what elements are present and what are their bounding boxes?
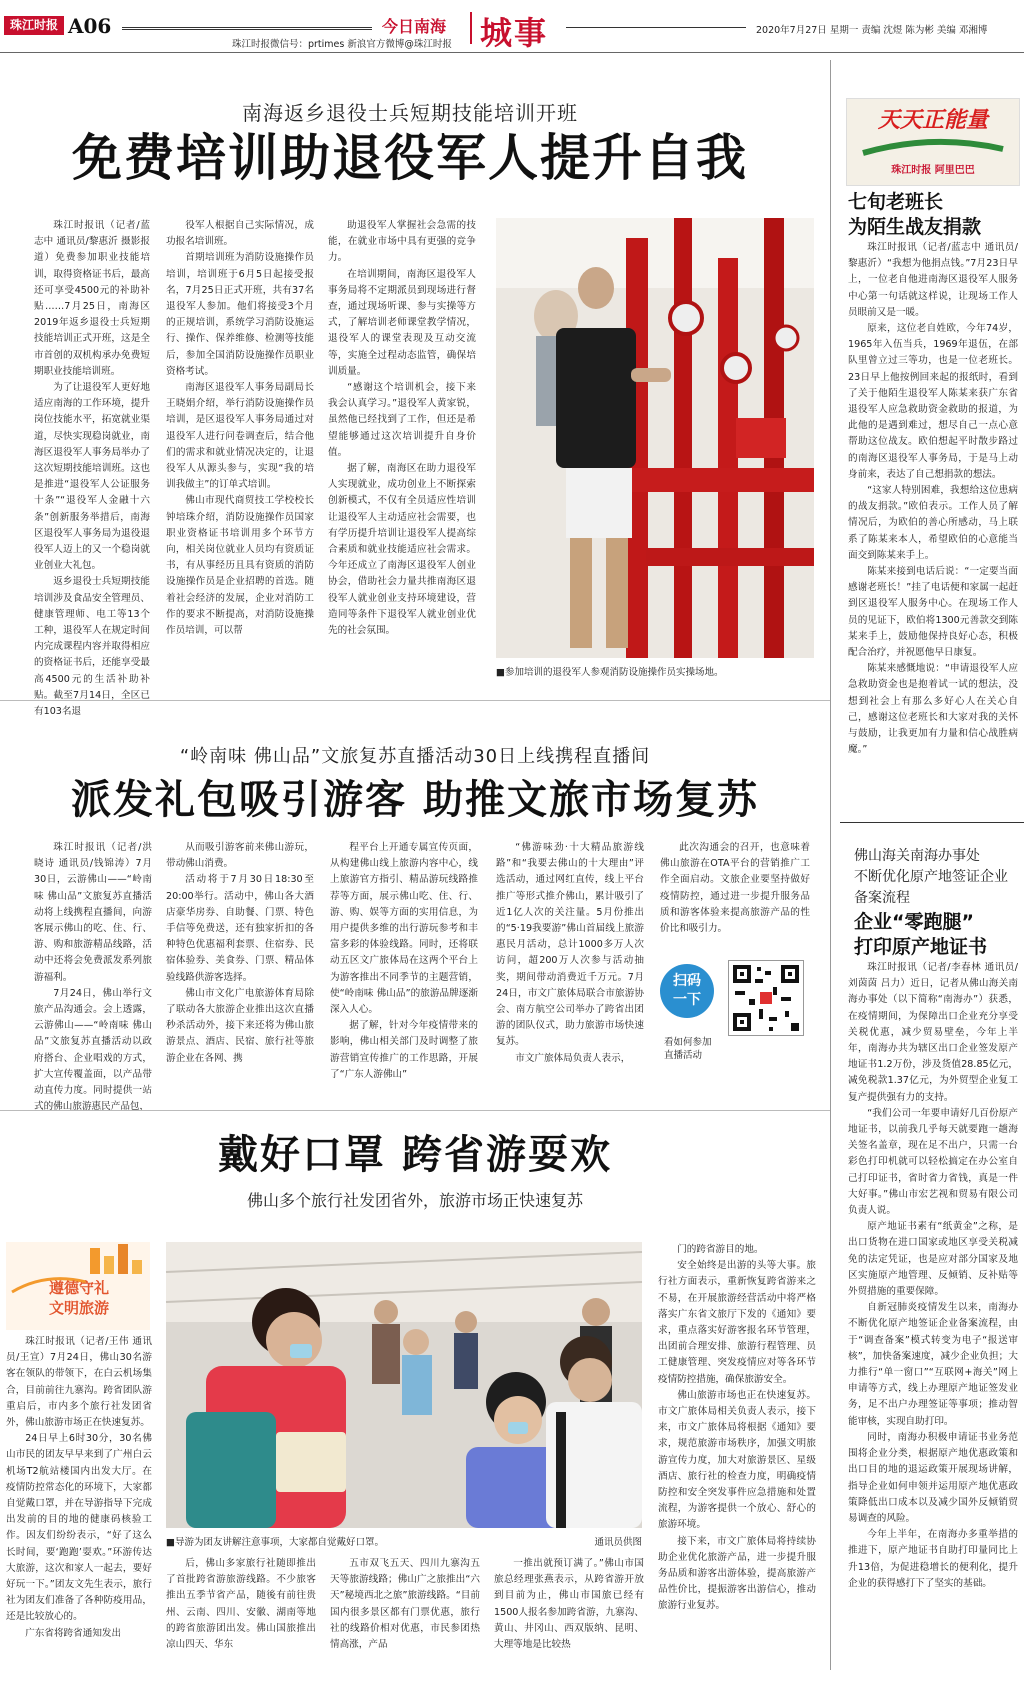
- article2-col5: [660, 840, 810, 950]
- masthead-rule: [0, 52, 1024, 53]
- sidebar2-kicker: 佛山海关南海办事处 不断优化原产地签证企业 备案流程: [854, 848, 1008, 906]
- section-big: 城事: [480, 14, 549, 52]
- paragraph: 陈某来感慨地说：“申请退役军人应急救助资金也是抱着试一试的想法，没想到社会上有那么多好心人在关心自己，感谢这位老班长和大家对我的关怀与鼓励，让我更加有力量和信心战胜病魔。”: [848, 663, 1018, 756]
- sidebar-divider: [830, 60, 831, 1670]
- article3-photo: [166, 1242, 642, 1528]
- paragraph: 首期培训班为消防设施操作员培训，培训班于6月5日起接受报名，7月25日正式开班，共有37名退役军人参加。他们将接受3个月的正规培训，系统学习消防设施运行、操作、保养维修、检测等技能后，参加全国消防设施操作员职业资格考试。: [166, 252, 314, 377]
- paragraph: 安全始终是出游的头等大事。旅行社方面表示，重新恢复跨省游来之不易，在开展旅游经营活动中将严格落实广东省文旅厅下发的《通知》要求，重点落实好游客报名环节管理，出团前合理安排、旅游行程管理、员工健康管理、突发疫情应对等各环节疫情防控措施，确保旅游安全。: [658, 1260, 816, 1385]
- paragraph: 南海区退役军人事务局副局长王晓娟介绍，举行消防设施操作员培训，是区退役军人事务局通过对退役军人进行问卷调查后，结合他们的需求和就业情况决定的，让退役军人从源头参与，实现“我的培训我做主”的订单式培训。: [166, 382, 314, 491]
- paragraph: 珠江时报讯（记者/洪晓诗 通讯员/钱锦涛）7月30日，云游佛山——“岭南味 佛山品”文旅复苏直播活动将上线携程直播间，向游客展示佛山的吃、住、行、游、购和旅游精品线路，活动中还将会免费派发系列旅游福利。: [34, 842, 152, 983]
- paragraph: 佛山市现代商贸技工学校校长钟培珠介绍，消防设施操作员国家职业资格证书培训用多个环节方向，相关岗位就业人员均有资质证书，有从事经历且具有资质的消防设施操作员是企业招聘的首选。随着社会经济的发展，企业对消防工作的要求不断提高，对消防设施操作员培训，可以帮: [166, 495, 314, 637]
- article2-col3: [330, 840, 478, 1080]
- paragraph: 佛山市文化广电旅游体育局除了联动各大旅游企业推出这次直播秒杀活动外，接下来还将为佛山旅游景点、酒店、民宿、旅行社等旅游企业在各网、携: [166, 987, 314, 1064]
- wechat-line: 珠江时报微信号：prtimes 新浪官方微博@珠江时报: [232, 39, 452, 50]
- section-small: 今日南海: [382, 17, 447, 36]
- qr-code-icon: [729, 961, 803, 1035]
- paragraph: “佛游味劲·十大精品旅游线路”和“我要去佛山的十大理由”评选活动，通过网红直传，线上平台推广等形式推介佛山，累计吸引了近1亿人次的关注量。5月份推出的“5·19我要游”佛山首届线上旅游惠民月活动，总计1000多万人次访问，超200万人次参与活动抽奖，期间带动消费近千万元。7月24日，市文广旅体局联合市旅游协会、南方航空公司举办了跨省出团游的团队仪式，助力旅游市场快速复苏。: [496, 842, 644, 1048]
- airport-tour-group-illustration: [166, 1242, 642, 1528]
- article3-col4: [494, 1556, 644, 1672]
- sidebar1-banner: [846, 98, 1020, 186]
- top-rule-left: [122, 27, 372, 30]
- article2-col1: [34, 840, 152, 1113]
- article3-headline: 戴好口罩 跨省游耍欢: [218, 1132, 612, 1178]
- sidebar2-headline: 企业“零跑腿” 打印原产地证书: [854, 911, 988, 958]
- paragraph: 广东省将跨省通知发出: [25, 1627, 122, 1639]
- paragraph: 陈某来接到电话后说：“一定要当面感谢老班长！”挂了电话便和家属一起赶到区退役军人服务中心。在现场工作人员的见证下，欧伯将1300元善款交到陈某来手上，鼓励他保持良好心态，积极配合治疗，并祝愿他早日康复。: [848, 566, 1018, 659]
- paragraph: 一推出就预订满了。”佛山市国旅总经理张燕表示，从跨省游开放到目前为止，佛山市国旅已经有1500人报名参加跨省游，九寨沟、黄山、井冈山、西双版纳、昆明、大理等地是比较热: [494, 1558, 644, 1651]
- paragraph: 珠江时报讯（记者/蓝志中 通讯员/黎惠沂 摄影报道）免费参加职业技能培训，取得资格证书后，最高还可享受4500元的补助补贴……7月25日，南海区2019年返乡退役士兵短期技能培训正式开班，这是全市首创的双机构承办免费短期职业技能培训班。: [34, 220, 150, 377]
- paragraph: 此次沟通会的召开，也意味着佛山旅游在OTA平台的营销推广工作全面启动。文旅企业要坚持做好疫情防控，通过进一步提升服务品质和游客体验来提高旅游产品的性价比和吸引力。: [660, 842, 810, 935]
- paragraph: 门的跨省游目的地。: [677, 1244, 764, 1255]
- banner-swoosh: [861, 139, 1005, 157]
- article2-kicker: “岭南味 佛山品”文旅复苏直播活动30日上线携程直播间: [179, 746, 651, 767]
- article3-col5: [658, 1242, 816, 1672]
- page-number: A06: [68, 14, 112, 38]
- article3-photo-caption: ■导游为团友讲解注意事项，大家都自觉戴好口罩。: [166, 1537, 384, 1548]
- paragraph: 助退役军人掌握社会急需的技能，在就业市场中具有更强的竞争力。: [328, 220, 476, 264]
- article3-col2: [166, 1556, 316, 1672]
- qr-caption: 看如何参加 直播活动: [664, 1037, 712, 1061]
- top-rule-right: [566, 27, 746, 28]
- article2-col2: [166, 840, 314, 1080]
- banner-sub: 珠江时报 阿里巴巴: [891, 165, 975, 176]
- article2-headline: 派发礼包吸引游客 助推文旅市场复苏: [71, 777, 759, 823]
- paragraph: 原产地证书素有“纸黄金”之称，是出口货物在进口国家或地区享受关税减免的法定凭证，也是应对部分国家及地区实施原产地管理、反倾销、反补贴等外贸措施的重要保障。: [848, 1221, 1018, 1298]
- paragraph: 活动将于7月30日18:30至20:00举行。活动中，佛山各大酒店豪华房券、自助餐、门票、特色手信等免费送，还有独家折扣的各种特色优惠福利套票、住宿券、民宿体验券、美食券、门票、精品体验线路供游客选择。: [166, 874, 314, 983]
- sidebar1-headline: 七旬老班长 为陌生战友捐款: [848, 191, 982, 238]
- paragraph: 从而吸引游客前来佛山游玩，带动佛山消费。: [166, 842, 314, 870]
- article2-col4: [496, 840, 644, 1080]
- qr-code[interactable]: [728, 960, 804, 1036]
- paragraph: 24日早上6时30分，30名佛山市民的团友早早来到了广州白云机场T2航站楼国内出发大厅。在疫情防控常态化的环境下，大家都自觉戴口罩，并在导游指导下完成出发前的目的地的健康码核验工作。因友们纷纷表示，“好了这么长时间，要‘跑跑’耍欢。”环游传达大旅游，这次和家人一起去，要好好玩一下。”团友文先生表示，旅行社为团友们准备了各种防疫用品，还是比较放心的。: [6, 1433, 152, 1623]
- paragraph: 珠江时报讯（记者/蓝志中 通讯员/黎惠沂）“我想为他捐点钱。”7月23日早上，一位老自他进南海区退役军人服务中心第一句话就这样说，让现场工作人员眼前又是一暖。: [848, 242, 1018, 318]
- paragraph: 珠江时报讯（记者/李春林 通讯员/刘茵茵 吕力）近日，记者从佛山海关南海办事处（以下简称“南海办”）获悉，在疫情期间，为保障出口企业充分享受关税优惠，减少贸易壁垒，今年上半年，南海办共为辖区出口企业签发原产地证书1.2万份，涉及货值28.85亿元，减免税款1.37亿元，为外贸型企业复工复产提供强有力的支持。: [848, 962, 1018, 1103]
- paragraph: “这家人特别困难，我想给这位患病的战友捐款。”欧伯表示。工作人员了解情况后，为欧伯的善心所感动，马上联系了陈某来本人，希望欧伯的心意能当面交到陈某来手上。: [848, 485, 1018, 561]
- article3-col3: [330, 1556, 480, 1672]
- sidebar-rule: [840, 822, 1024, 823]
- article1-kicker: 南海返乡退役士兵短期技能培训开班: [242, 101, 578, 125]
- paragraph: 据了解，针对今年疫情带来的影响，佛山相关部门及时调整了旅游营销宣传推广的工作思路，开展了“广东人游佛山”: [330, 1020, 478, 1080]
- paragraph: 据了解，南海区在助力退役军人实现就业，成功创业上不断探索创新模式，不仅有全员适应性培训让退役军人主动适应社会需要，也有学历提升培训让退役军人提高综合素质和就业技能适应社会需求。今年还成立了南海区退役军人创业协会，借助社会力量共推南海区退役军人就业创业支持环境建设，营造同等条件下退役军人就业创业优先的社会氛围。: [328, 463, 476, 637]
- paragraph: 今年上半年，在南海办多重举措的推进下，原产地证书自助打印量同比上升13倍，为促进稳增长的便利化，提升企业的获得感打下了坚实的基础。: [848, 1529, 1018, 1589]
- paragraph: 返乡退役士兵短期技能培训涉及食品安全管理员、健康管理师、电工等13个工种，退役军人在规定时间内完成课程内容并取得相应的资格证书后，还能享受最高4500元的生活补助补贴。截至7月14日，全区已有103名退: [34, 576, 150, 718]
- civility-logo-text: 遵德守礼 文明旅游: [48, 1279, 109, 1317]
- paragraph: 原来，这位老自姓欧，今年74岁，1965年入伍当兵，1969年退伍，在部队里曾立过三等功，也是一位老班长。23日早上他按例回来起的报纸时，看到了关于他陌生退役军人陈某来获广东省退役军人应急救助资金救助的报道，为此他的是遇到难过，想尽自己一点心意帮助这位战友。欧伯想起平时散步路过的南海区退役军人事务局，于是马上动身前来，表达了自己想捐款的想法。: [848, 323, 1018, 480]
- firefighting-training-illustration: [496, 218, 814, 658]
- article1-photo: [496, 218, 814, 658]
- paragraph: “感谢这个培训机会，接下来我会认真学习。”退役军人黄家锐，虽然他已经找到了工作，但还是希望能够通过这次培训提升自身价值。: [328, 382, 476, 458]
- paragraph: 7月24日，佛山举行文旅产品沟通会。会上透露，云游佛山——“岭南味 佛山品”文旅复苏直播活动以政府搭台、企业唱戏的方式，扩大宣传覆盖面，以产品带动直传力度。同时提供一站式的佛山旅游惠民产品包，: [34, 987, 152, 1113]
- paragraph: 役军人根据自己实际情况，成功报名培训班。: [166, 220, 314, 248]
- banner-title: 天天正能量: [877, 108, 988, 133]
- article1-headline: 免费培训助退役军人提升自我: [72, 129, 748, 187]
- article1-col1: [34, 218, 150, 718]
- article3-col1: [6, 1334, 152, 1672]
- section-divider: [470, 12, 472, 44]
- article2-top-rule: [0, 700, 830, 701]
- paragraph: 在培训期间，南海区退役军人事务局将不定期派员到现场进行督查，通过现场听课、参与实操等方式，了解培训老师课堂教学情况，退役军人的课堂表现及互动交流等，实施全过程动态监管，确保培训质量。: [328, 268, 476, 377]
- paragraph: 佛山旅游市场也正在快速复苏。市文广旅体局相关负责人表示，接下来，市文广旅体局将根据《通知》要求，规范旅游市场秩序，加强文明旅游宣传力度，加大对旅游景区、星级酒店、旅行社的检查力度，明确疫情防控和安全突发事件应急措施和处置流程，为游客提供一个放心、舒心的旅游环境。: [658, 1389, 816, 1531]
- sidebar1-body: [848, 240, 1018, 806]
- article1-photo-caption: ■参加培训的退役军人参观消防设施操作员实操场地。: [496, 667, 724, 678]
- paragraph: 同时，南海办积极申请证书业务范围将企业分类，根据原产地优惠政策和出口目的地的退运政策开展现场讲解，指导企业如何申领并运用原产地优惠政策降低出口成本以及减少国外反倾销贸易调查的风险。: [848, 1431, 1018, 1524]
- sidebar2-body: [848, 960, 1018, 1670]
- scan-badge: 扫码 一下: [660, 964, 714, 1018]
- paragraph: 接下来，市文广旅体局将持续协助企业优化旅游产品，进一步提升服务品质和游客出游体验，提高旅游产品性价比，提振游客出游信心，推动旅游行业复苏。: [658, 1535, 816, 1612]
- paragraph: 珠江时报讯（记者/王伟 通讯员/王宣）7月24日，佛山30名游客在领队的带领下，在白云机场集合，目前前往九寨沟。跨省团队游重启后，市内多个旅行社发团省外，佛山旅游市场正在快速复苏。: [6, 1336, 152, 1429]
- paragraph: 为了让退役军人更好地适应南海的工作环境，提升岗位技能水平，拓宽就业渠道，尽快实现稳岗就业，南海区退役军人事务局举办了这次短期技能培训班。这也是推进“退役军人公证服务十条”“退役军人金融十六条”创新服务举措后，南海区退役军人事务局为退役退役军人迈上的又一个稳岗就业创业大礼包。: [34, 382, 150, 572]
- article3-subhead: 佛山多个旅行社发团省外，旅游市场正快速复苏: [246, 1191, 583, 1210]
- article3-photo-credit: 通讯员供图: [594, 1537, 642, 1548]
- paragraph: 五市双飞五天、四川九寨沟五天等旅游线路；佛山广之旅推出“六天”秘境西北之旅”旅游线路。“目前国内很多景区都有门票优惠，旅行社的线路价相对优惠，市民参团热情高涨，产品: [330, 1558, 480, 1651]
- paper-logo: 珠江时报: [4, 16, 64, 35]
- paragraph: 市文广旅体局负责人表示，: [515, 1052, 631, 1064]
- paragraph: 后，佛山多家旅行社随即推出了首批跨省游旅游线路。不少旅客推出五季节省产品，随後有前往贵州、云南、四川、安徽、湖南等地的跨省旅游团出发。佛山国旅推出凉山四天、华东: [166, 1558, 316, 1651]
- paragraph: 自新冠肺炎疫情发生以来，南海办不断优化原产地签证企业备案流程，由于“调查备案”模式转变为电子“报送审核”，加快备案速度，减少企业负担；大力推行“单一窗口”“互联网+海关”网上申请等方式，线上办理原产地证签发业务，足不出户办理签证等事项；推动智能审核，实现自助打印。: [848, 1302, 1018, 1427]
- article3-top-rule: [0, 1110, 830, 1111]
- paragraph: “我们公司一年要申请好几百份原产地证书，以前我几乎每天就要跑一趟海关签名盖章，现在足不出户，只需一台彩色打印机就可以轻松搞定在办公室自己打印证书，省时省力省钱，真是一件大好事。”佛山市宏艺视和贸易有限公司负责人说。: [848, 1107, 1018, 1217]
- date-line: 2020年7月27日 星期一 责编 沈煜 陈为彬 美编 邓湘博: [756, 25, 988, 36]
- article1-col3: [328, 218, 476, 678]
- paragraph: 程平台上开通专属宣传页面，从构建佛山线上旅游内容中心，线上旅游官方指引、精品游玩线路推荐等方面，展示佛山吃、住、行、游、购、娱等方面的实用信息，为用户提供多维的出行游玩参考和丰富多彩的体验线路。同时，还将联动五区文广旅体局在这两个平台上为游客推出不同季节的主题营销，使“岭南味 佛山品”的旅游品牌逐渐深入人心。: [330, 842, 478, 1016]
- article1-col2: [166, 218, 314, 678]
- masthead: [0, 0, 1024, 52]
- civility-logo: [6, 1242, 150, 1330]
